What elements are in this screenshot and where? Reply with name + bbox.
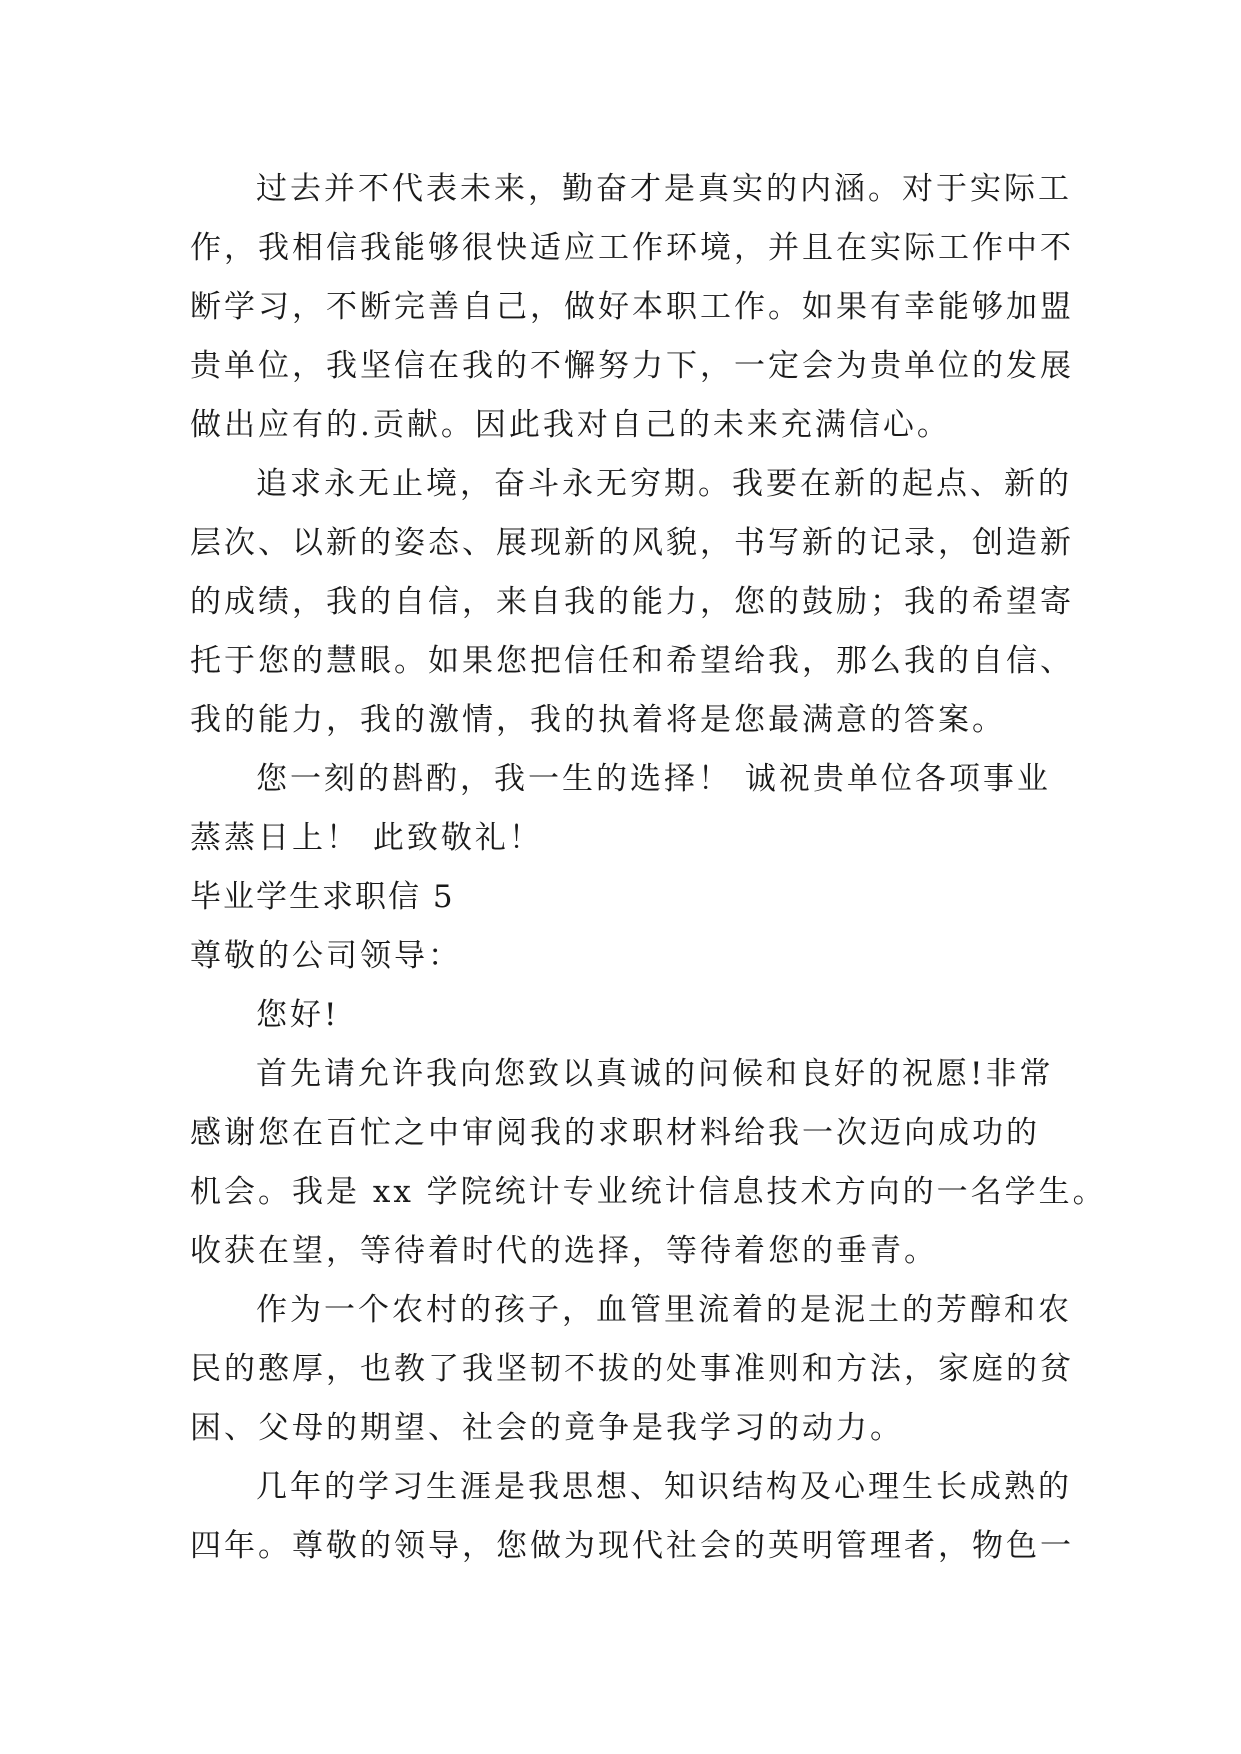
- body-line: 托于您的慧眼。如果您把信任和希望给我，那么我的自信、: [190, 643, 1074, 679]
- body-line: 首先请允许我向您致以真诚的问候和良好的祝愿!非常: [256, 1056, 1054, 1092]
- body-line: 四年。尊敬的领导，您做为现代社会的英明管理者，物色一: [190, 1528, 1074, 1564]
- body-line: 贵单位，我坚信在我的不懈努力下，一定会为贵单位的发展: [190, 348, 1074, 384]
- body-line: 追求永无止境，奋斗永无穷期。我要在新的起点、新的: [256, 466, 1072, 502]
- body-line: 断学习，不断完善自己，做好本职工作。如果有幸能够加盟: [190, 289, 1074, 325]
- body-line: 层次、以新的姿态、展现新的风貌，书写新的记录，创造新: [190, 525, 1074, 561]
- body-line: 感谢您在百忙之中审阅我的求职材料给我一次迈向成功的: [190, 1115, 1040, 1151]
- body-line: 您一刻的斟酌，我一生的选择！ 诚祝贵单位各项事业: [256, 761, 1051, 797]
- body-line: 我的能力，我的激情，我的执着将是您最满意的答案。: [190, 702, 1006, 738]
- body-line: 的成绩，我的自信，来自我的能力，您的鼓励；我的希望寄: [190, 584, 1074, 620]
- body-line: 困、父母的期望、社会的竟争是我学习的动力。: [190, 1410, 904, 1446]
- body-line: 过去并不代表未来，勤奋才是真实的内涵。对于实际工: [256, 171, 1072, 207]
- body-line: 民的憨厚，也教了我坚韧不拔的处事准则和方法，家庭的贫: [190, 1351, 1074, 1387]
- body-line: 作为一个农村的孩子，血管里流着的是泥土的芳醇和农: [256, 1292, 1072, 1328]
- body-line: 收获在望，等待着时代的选择，等待着您的垂青。: [190, 1233, 938, 1269]
- body-line: 机会。我是 xx 学院统计专业统计信息技术方向的一名学生。: [190, 1174, 1107, 1210]
- body-line: 几年的学习生涯是我思想、知识结构及心理生长成熟的: [256, 1469, 1072, 1505]
- body-line: 作，我相信我能够很快适应工作环境，并且在实际工作中不: [190, 230, 1074, 266]
- body-line: 蒸蒸日上！ 此致敬礼！: [190, 820, 543, 856]
- section-heading: 毕业学生求职信 5: [190, 879, 455, 915]
- body-line: 做出应有的.贡献。因此我对自己的未来充满信心。: [190, 407, 951, 443]
- salutation: 尊敬的公司领导：: [190, 938, 462, 974]
- document-body: [190, 160, 1107, 1576]
- greeting: 您好!: [256, 997, 340, 1033]
